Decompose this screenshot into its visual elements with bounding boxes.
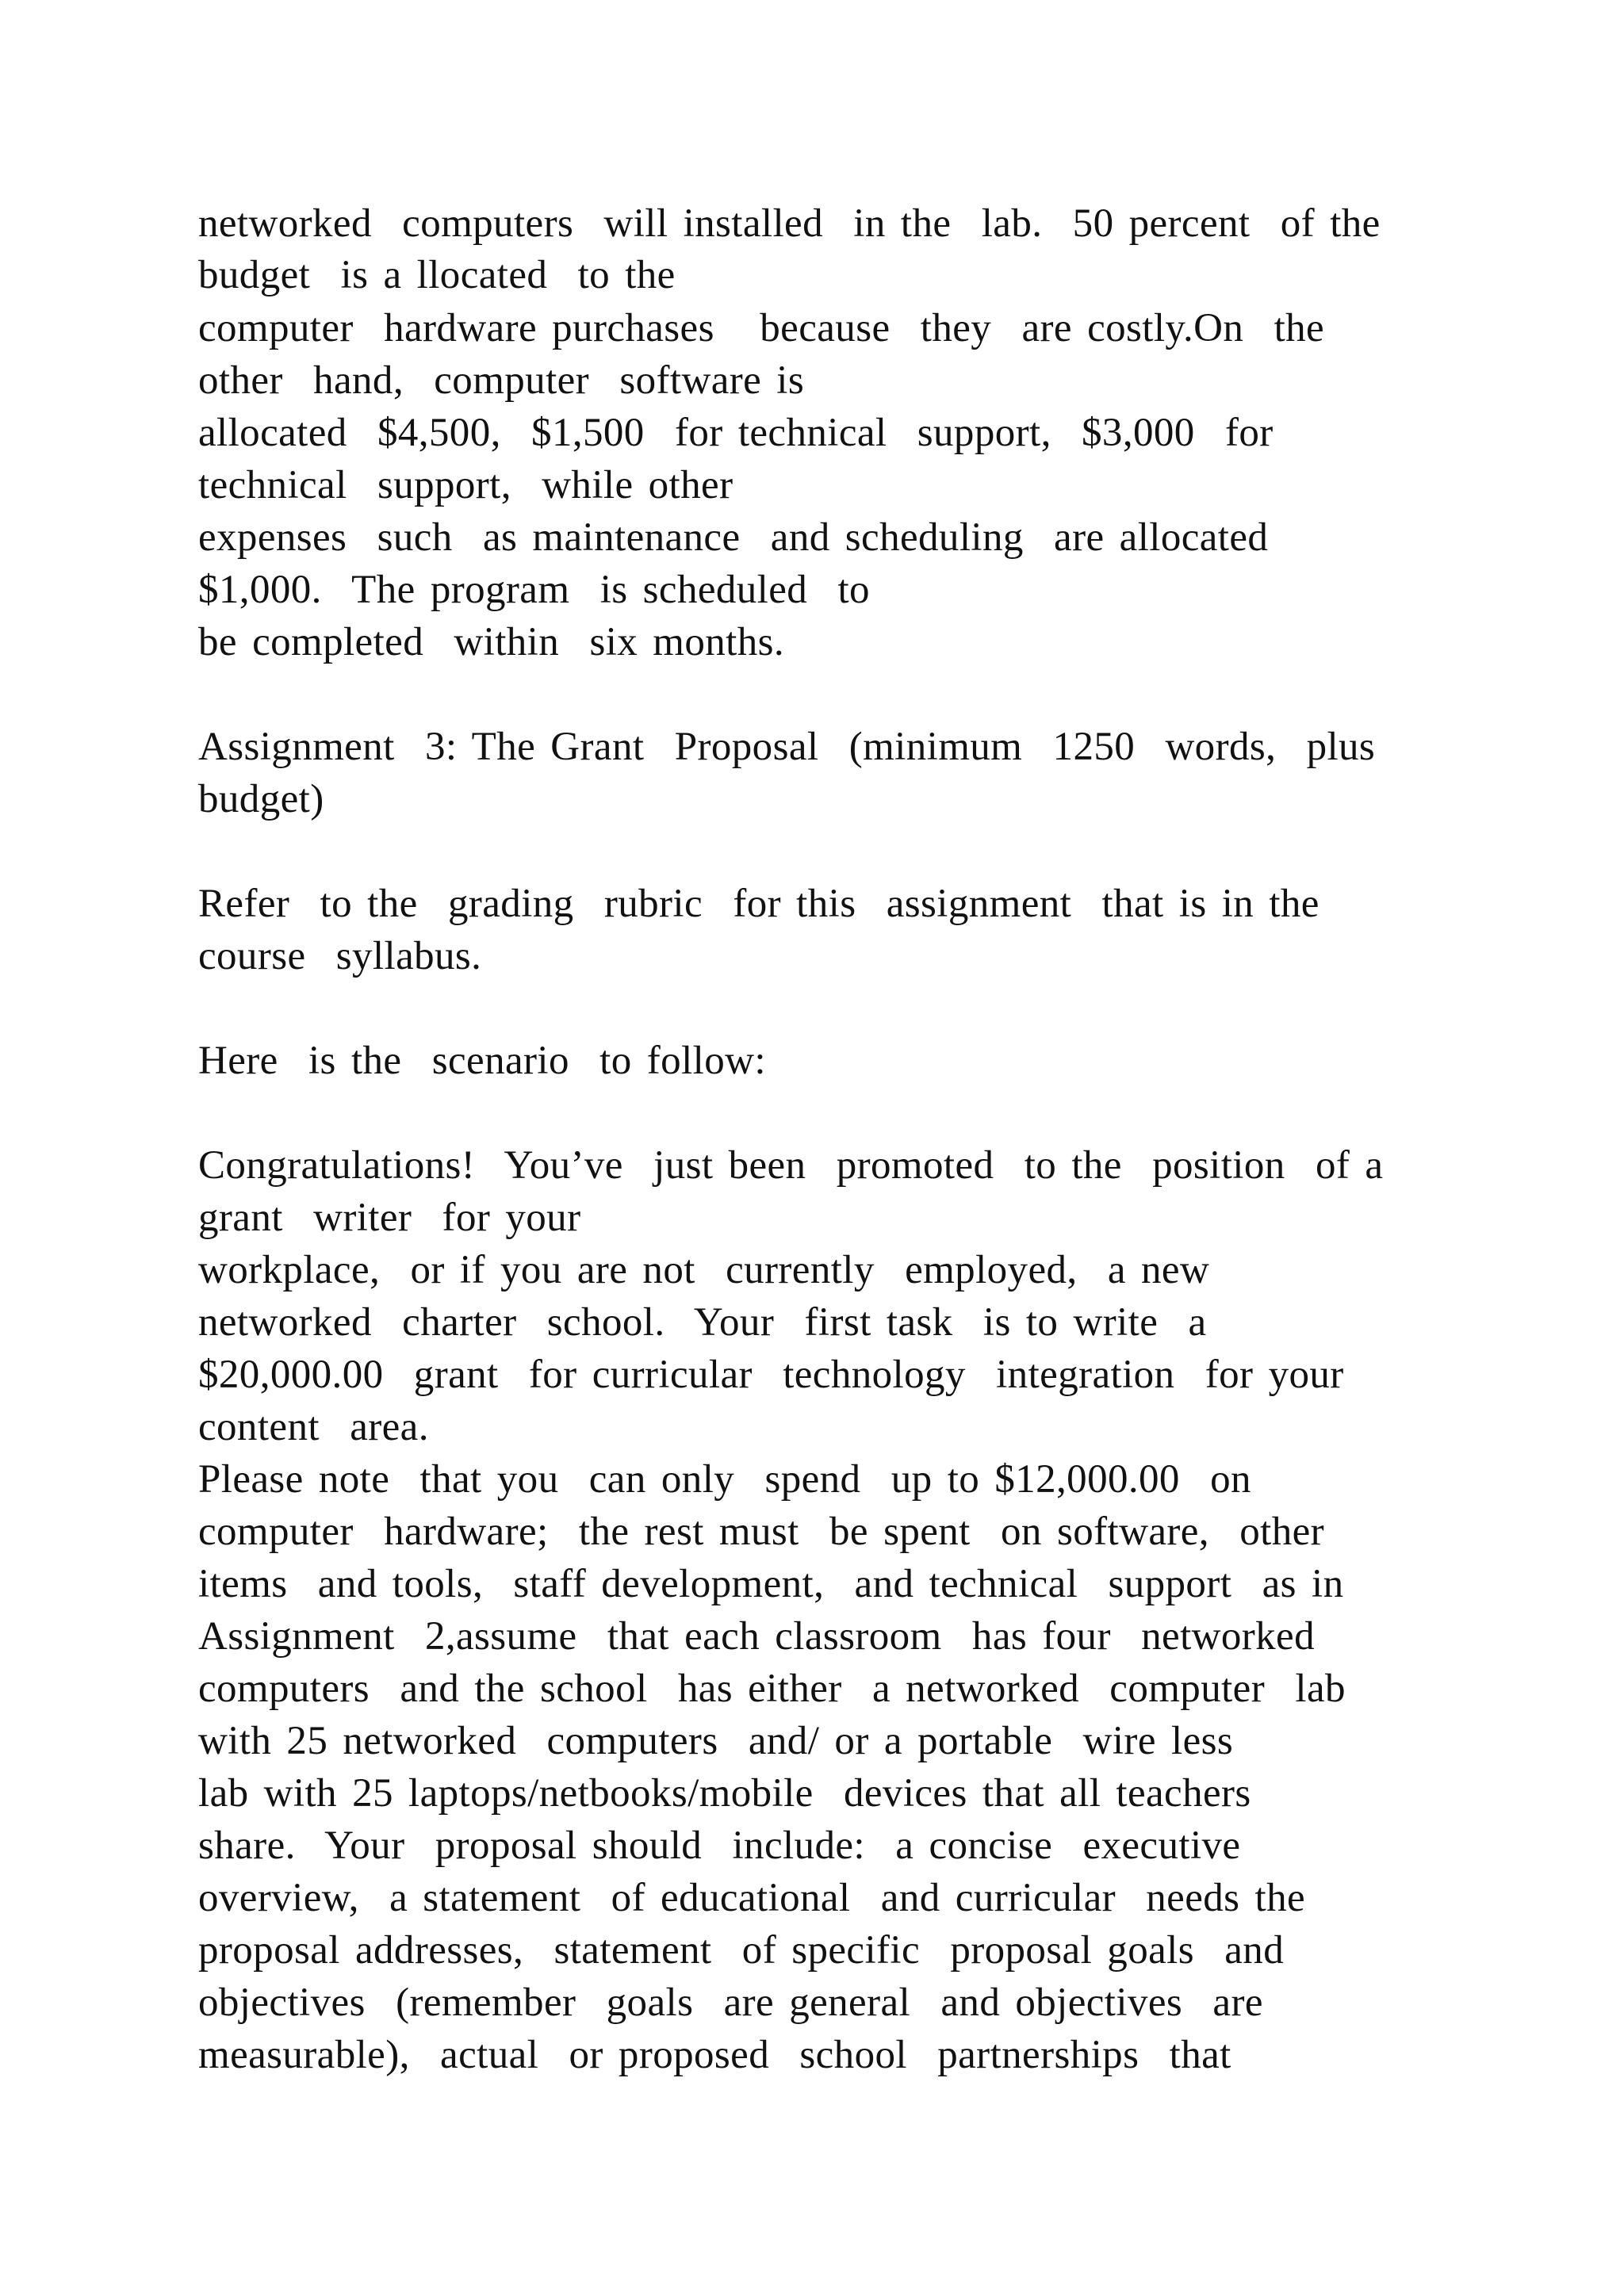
text-line: allocated $4,500, $1,500 for technical support, $3,000 for <box>198 411 1274 455</box>
text-line: budget) <box>198 777 324 821</box>
text-line: expenses such as maintenance and scheduling are allocated <box>198 515 1269 560</box>
text-line: lab with 25 laptops/netbooks/mobile devices that all teachers <box>198 1771 1251 1816</box>
text-line: $1,000. The program is scheduled to <box>198 568 870 612</box>
text-line: items and tools, staff development, and technical support as in <box>198 1562 1344 1606</box>
text-line: content area. <box>198 1405 429 1449</box>
text-line: budget is a llocated to the <box>198 253 676 297</box>
assignment-heading: Assignment 3: The Grant Proposal (minimum 1250 words, plus <box>198 725 1376 769</box>
text-line: technical support, while other <box>198 463 733 507</box>
text-line: computer hardware purchases because they are costly.On the <box>198 306 1325 350</box>
text-line: proposal addresses, statement of specific proposal goals and <box>198 1928 1285 1973</box>
text-line: Congratulations! You’ve just been promoted to the position of a <box>198 1143 1384 1188</box>
text-line: networked charter school. Your first task is to write a <box>198 1300 1207 1345</box>
text-line: course syllabus. <box>198 934 482 978</box>
text-line: networked computers will installed in the lab. 50 percent of the <box>198 201 1381 246</box>
text-line: measurable), actual or proposed school partnerships that <box>198 2033 1231 2077</box>
text-line: Refer to the grading rubric for this assignment that is in the <box>198 882 1320 926</box>
text-line: with 25 networked computers and/ or a portable wire less <box>198 1719 1234 1763</box>
text-line: Here is the scenario to follow: <box>198 1039 766 1083</box>
text-line: be completed within six months. <box>198 620 785 664</box>
text-line: Please note that you can only spend up to $12,000.00 on <box>198 1457 1251 1502</box>
text-line: share. Your proposal should include: a concise executive <box>198 1823 1241 1868</box>
text-line: computer hardware; the rest must be spent on software, other <box>198 1510 1325 1554</box>
text-line: workplace, or if you are not currently employed, a new <box>198 1248 1210 1292</box>
text-line: $20,000.00 grant for curricular technology integration for your <box>198 1353 1344 1397</box>
text-line: objectives (remember goals are general and objectives are <box>198 1980 1263 2025</box>
text-line: other hand, computer software is <box>198 358 805 403</box>
text-line: overview, a statement of educational and curricular needs the <box>198 1876 1306 1920</box>
text-line: computers and the school has either a networked computer lab <box>198 1667 1346 1711</box>
text-line: Assignment 2,assume that each classroom has four networked <box>198 1614 1315 1659</box>
text-line: grant writer for your <box>198 1196 581 1240</box>
